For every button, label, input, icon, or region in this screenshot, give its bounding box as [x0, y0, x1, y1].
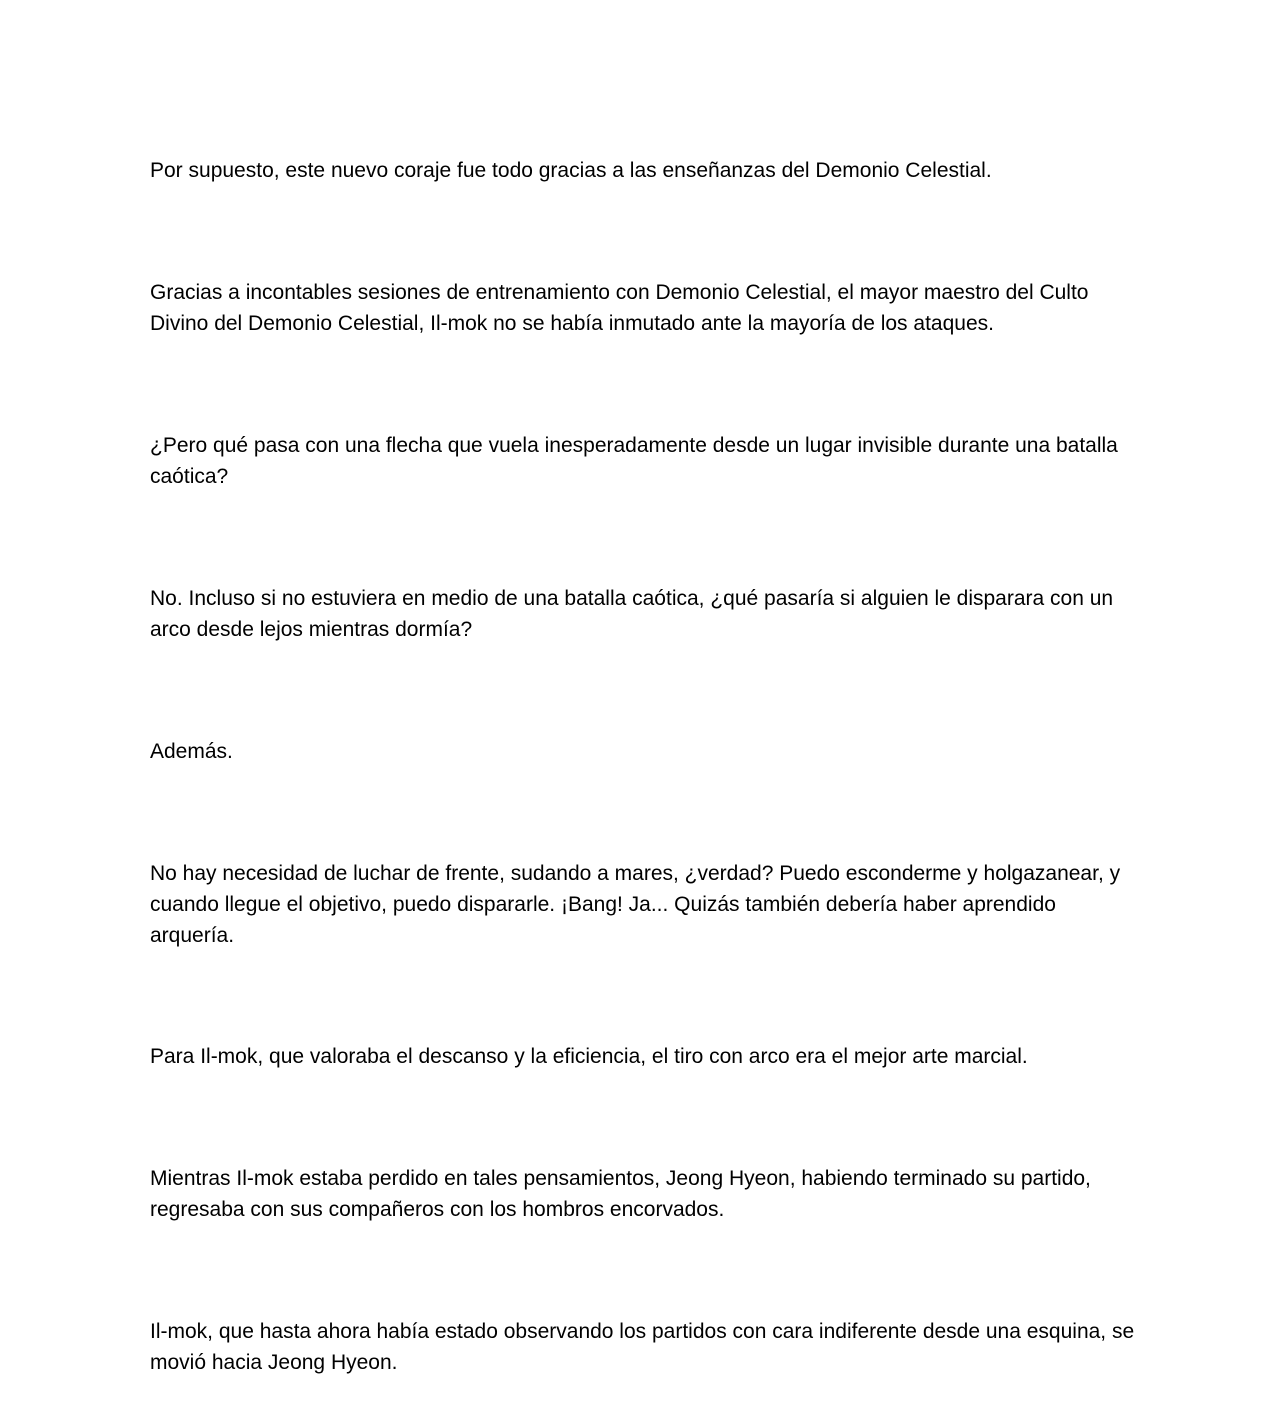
paragraph-3: ¿Pero qué pasa con una flecha que vuela inesperadamente desde un lugar invisible durante una batalla caótica?	[150, 434, 1118, 488]
paragraph-9: Il-mok, que hasta ahora había estado observando los partidos con cara indiferente desde una esquina, se movió hacia Jeong Hyeon.	[150, 1320, 1135, 1374]
paragraph-7: Para Il-mok, que valoraba el descanso y la eficiencia, el tiro con arco era el mejor arte marcial.	[150, 1045, 1028, 1068]
paragraph-2: Gracias a incontables sesiones de entrenamiento con Demonio Celestial, el mayor maestro del Culto Divino del Demonio Celestial, Il-mok no se había inmutado ante la mayoría de los ataques.	[150, 281, 1089, 335]
paragraph-4: No. Incluso si no estuviera en medio de una batalla caótica, ¿qué pasaría si alguien le disparara con un arco desde lejos mientras dormía?	[150, 587, 1114, 641]
paragraph-6: No hay necesidad de luchar de frente, sudando a mares, ¿verdad? Puedo esconderme y holgazanear, y cuando llegue el objetivo, puedo dispararle. ¡Bang! Ja... Quizás también debería haber aprendido arquería.	[150, 862, 1121, 947]
paragraph-5: Además.	[150, 740, 233, 763]
paragraph-8: Mientras Il-mok estaba perdido en tales pensamientos, Jeong Hyeon, habiendo terminado su partido, regresaba con sus compañeros con los hombros encorvados.	[150, 1167, 1091, 1221]
paragraph-1: Por supuesto, este nuevo coraje fue todo gracias a las enseñanzas del Demonio Celestial.	[150, 159, 992, 182]
